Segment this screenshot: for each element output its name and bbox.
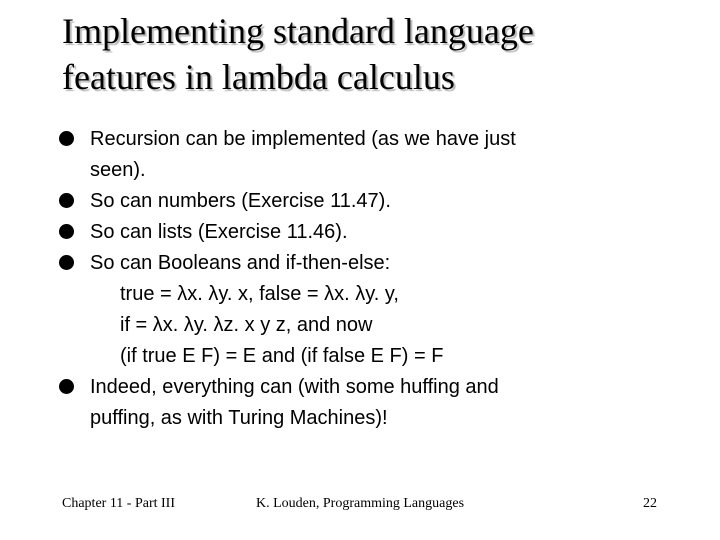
boolean-definitions: true = λx. λy. x, false = λx. λy. y, [120,283,399,305]
bullet-text: seen). [90,159,146,181]
bullet-dot-icon [59,379,74,394]
title-line-1: Implementing standard language [62,11,534,51]
bullet-text: So can lists (Exercise 11.46). [90,221,348,243]
footer-chapter: Chapter 11 - Part III [62,496,175,511]
bullet-dot-icon [59,224,74,239]
if-reduction: (if true E F) = E and (if false E F) = F [120,345,444,367]
bullet-text: So can Booleans and if-then-else: [90,252,391,274]
bullet-dot-icon [59,193,74,208]
bullet-numbers [56,186,676,217]
bullet-list [56,124,676,434]
bullet-text: So can numbers (Exercise 11.47). [90,190,391,212]
bullet-recursion [56,124,676,186]
footer-page-number: 22 [643,496,657,511]
bullet-text: Recursion can be implemented (as we have just [90,128,516,150]
bullet-lists [56,217,676,248]
bullet-everything [56,372,676,434]
if-definition: if = λx. λy. λz. x y z, and now [120,314,373,336]
bullet-booleans [56,248,676,372]
footer-author: K. Louden, Programming Languages [256,496,465,511]
bullet-text: Indeed, everything can (with some huffing and [90,376,499,398]
bullet-dot-icon [59,131,74,146]
title-line-2: features in lambda calculus [62,57,455,97]
bullet-text: puffing, as with Turing Machines)! [90,407,388,429]
slide-title [62,8,682,100]
bullet-dot-icon [59,255,74,270]
